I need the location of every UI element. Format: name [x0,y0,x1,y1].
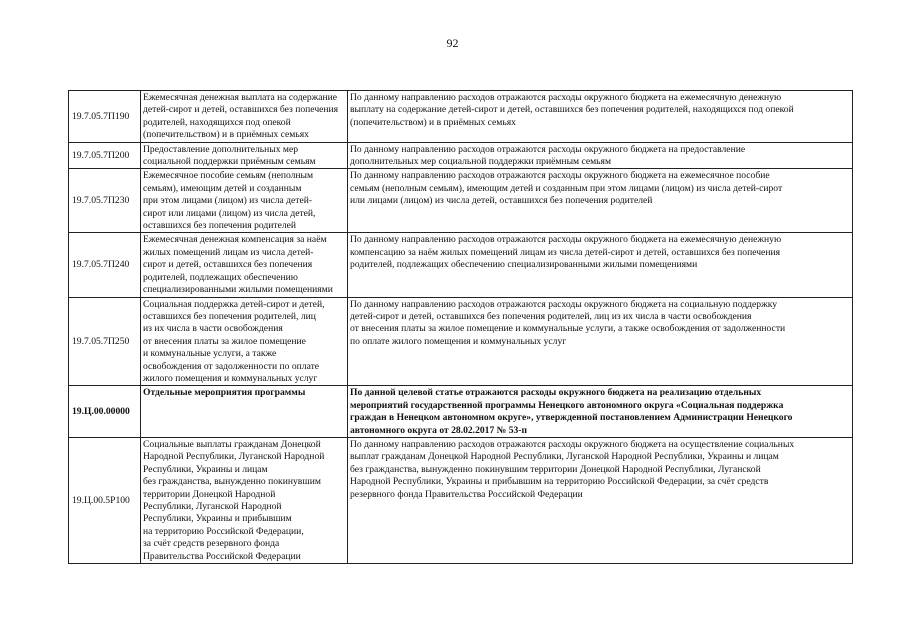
expense-name-cell: Социальные выплаты гражданам Донецкой Народной Республики, Луганской Народной Республики, Украины и лицам без гражданства, вынужденно покинувшим территории Донецкой Народной Республики, Луганской Народной Республики, Украины и прибывшим на территорию Российской Федерации, за счёт средств резервного фонда Правительства Российской Федерации [141,437,348,563]
target-code-cell: 19.7.05.7П200 [69,142,141,169]
target-code-cell: 19.7.05.7П240 [69,233,141,297]
budget-classification-table [68,90,853,564]
description-cell: По данной целевой статье отражаются расходы окружного бюджета на реализацию отдельных мероприятий государственной программы Ненецкого автономного округа «Социальная поддержка граждан в Ненецком автономном округе», утвержденной постановлением Администрации Ненецкого автономного округа от 28.02.2017 № 53-п [348,386,853,438]
expense-name-cell: Предоставление дополнительных мер социальной поддержки приёмным семьям [141,142,348,169]
table-row [69,91,853,143]
description-cell: По данному направлению расходов отражаются расходы окружного бюджета на социальную поддержку детей-сирот и детей, оставшихся без попечения родителей, лиц из их числа в части освобождения от внесения платы за жилое помещение и коммунальные услуги, а также освобождения от задолженности по оплате жилого помещения и коммунальных услуг [348,297,853,386]
table-row [69,142,853,169]
table-row [69,233,853,297]
table-row [69,386,853,438]
expense-name-cell: Социальная поддержка детей-сирот и детей, оставшихся без попечения родителей, лиц из их числа в части освобождения от внесения платы за жилое помещение и коммунальные услуги, а также освобождения от задолженности по оплате жилого помещения и коммунальных услуг [141,297,348,386]
description-cell: По данному направлению расходов отражаются расходы окружного бюджета на предоставление дополнительных мер социальной поддержки приёмным семьям [348,142,853,169]
target-code-cell: 19.7.05.7П250 [69,297,141,386]
description-cell: По данному направлению расходов отражаются расходы окружного бюджета на осуществление социальных выплат гражданам Донецкой Народной Республики, Луганской Народной Республики, Украины и лицам без гражданства, вынужденно покинувшим территории Донецкой Народной Республики, Луганской Народной Республики, Украины и прибывшим на территорию Российской Федерации, за счёт средств резервного фонда Правительства Российской Федерации [348,437,853,563]
expense-name-cell: Ежемесячное пособие семьям (неполным семьям), имеющим детей и созданным при этом лицами (лицом) из числа детей- сирот или лицами (лицом) из числа детей, оставшихся без попечения родителей [141,169,348,233]
description-cell: По данному направлению расходов отражаются расходы окружного бюджета на ежемесячное пособие семьям (неполным семьям), имеющим детей и созданным при этом лицами (лицом) из числа детей-сирот или лицами (лицом) из числа детей, оставшихся без попечения родителей [348,169,853,233]
table-row [69,169,853,233]
expense-name-cell: Отдельные мероприятия программы [141,386,348,438]
description-cell: По данному направлению расходов отражаются расходы окружного бюджета на ежемесячную денежную выплату на содержание детей-сирот и детей, оставшихся без попечения родителей, находящихся под опекой (попечительством) и в приёмных семьях [348,91,853,143]
target-code-cell: 19.7.05.7П190 [69,91,141,143]
target-code-cell: 19.Ц.00.00000 [69,386,141,438]
expense-name-cell: Ежемесячная денежная компенсация за наём жилых помещений лицам из числа детей- сирот и детей, оставшихся без попечения родителей, подлежащих обеспечению специализированными жилыми помещениями [141,233,348,297]
page-number: 92 [446,36,459,50]
description-cell: По данному направлению расходов отражаются расходы окружного бюджета на ежемесячную денежную компенсацию за наём жилых помещений лицам из числа детей-сирот и детей, оставшихся без попечения родителей, подлежащих обеспечению специализированными жилыми помещениями [348,233,853,297]
target-code-cell: 19.Ц.00.5Р100 [69,437,141,563]
target-code-cell: 19.7.05.7П230 [69,169,141,233]
table-row [69,437,853,563]
table-body [69,91,853,564]
table-row [69,297,853,386]
expense-name-cell: Ежемесячная денежная выплата на содержание детей-сирот и детей, оставшихся без попечения родителей, находящихся под опекой (попечительством) и в приёмных семьях [141,91,348,143]
